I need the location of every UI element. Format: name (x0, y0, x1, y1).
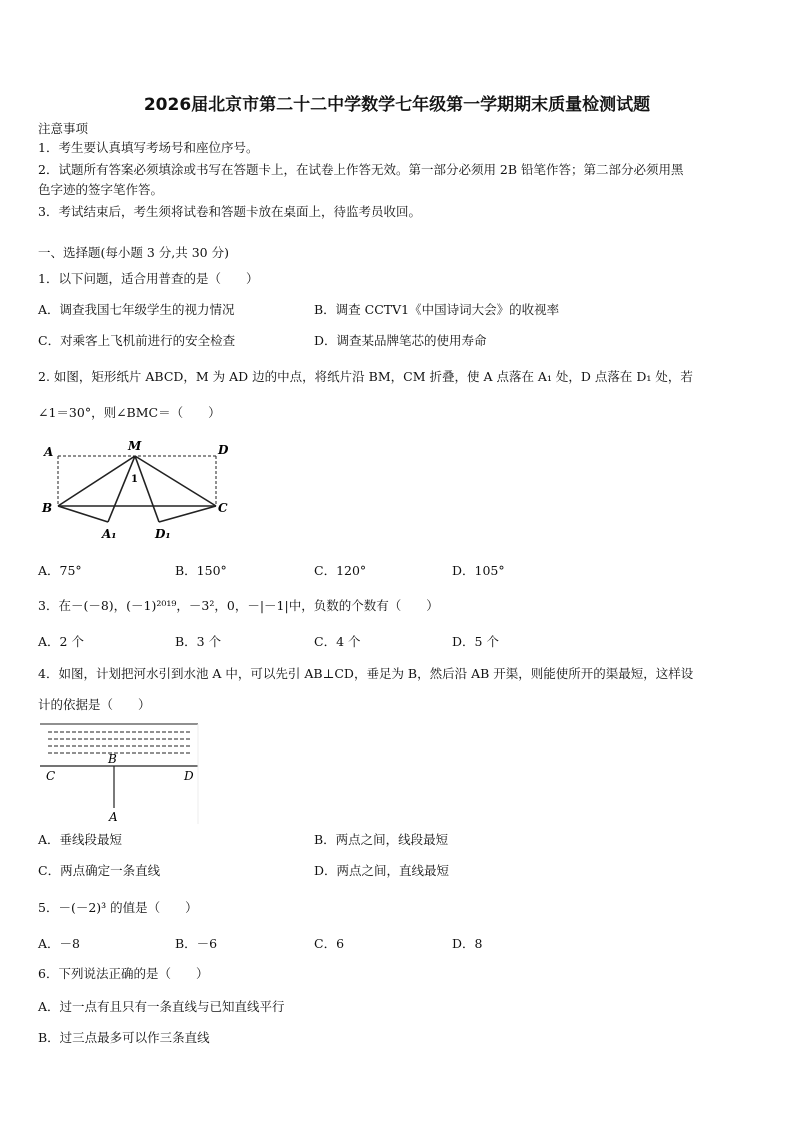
q1-option-c: C．对乘客上飞机前进行的安全检查 (38, 333, 236, 348)
q2-stem-line2: ∠1＝30°，则∠BMC＝（ ） (38, 405, 221, 420)
q4-river-channel-figure (38, 720, 202, 824)
q5-option-b: B．－6 (175, 936, 218, 951)
page-title: 2026届北京市第二十二中学数学七年级第一学期期末质量检测试题 (143, 95, 651, 115)
q6-option-a: A．过一点有且只有一条直线与已知直线平行 (38, 999, 285, 1014)
q4-option-c: C．两点确定一条直线 (38, 863, 161, 878)
q5-option-c: C．6 (314, 936, 345, 951)
q2-rectangle-fold-figure (38, 438, 238, 548)
q3-option-d: D．5 个 (452, 634, 499, 649)
fig4-label-b: B (108, 752, 117, 766)
notice-item-2-cont: 色字迹的签字笔作答。 (38, 182, 164, 197)
notice-item-2: 2．试题所有答案必须填涂或书写在答题卡上，在试卷上作答无效。第一部分必须用 2B 铅笔作答；第二部分必须用黑 (38, 162, 684, 177)
q1-option-a: A．调查我国七年级学生的视力情况 (38, 302, 235, 317)
fig2-label-d: D (218, 443, 229, 457)
q1-option-b: B．调查 CCTV1《中国诗词大会》的收视率 (314, 302, 560, 317)
q4-option-a: A．垂线段最短 (38, 832, 123, 847)
notice-item-3: 3．考试结束后，考生须将试卷和答题卡放在桌面上，待监考员收回。 (38, 204, 421, 219)
q4-option-b: B．两点之间，线段最短 (314, 832, 449, 847)
fig2-label-c: C (218, 501, 228, 515)
q3-option-c: C．4 个 (314, 634, 361, 649)
fig4-label-d: D (184, 769, 194, 783)
section-heading: 一、选择题(每小题 3 分,共 30 分) (38, 245, 229, 260)
notice-heading: 注意事项 (38, 121, 89, 136)
q5-option-a: A．－8 (38, 936, 80, 951)
q5-stem: 5．－(－2)³ 的值是（ ） (38, 900, 198, 915)
q5-option-d: D．8 (452, 936, 483, 951)
fig4-label-c: C (46, 769, 56, 783)
fig4-label-a: A (109, 810, 118, 824)
fig2-label-angle-1: 1 (131, 474, 138, 485)
q1-option-d: D．调查某品牌笔芯的使用寿命 (314, 333, 487, 348)
q6-option-b: B．过三点最多可以作三条直线 (38, 1030, 210, 1045)
fig2-label-a1: A₁ (102, 527, 117, 541)
q2-option-d: D．105° (452, 563, 505, 578)
fig2-label-m: M (128, 439, 142, 453)
q2-option-a: A．75° (38, 563, 82, 578)
q2-option-b: B．150° (175, 563, 227, 578)
q2-option-c: C．120° (314, 563, 367, 578)
q1-stem: 1．以下问题，适合用普查的是（ ） (38, 271, 259, 286)
q2-stem-line1: 2. 如图，矩形纸片 ABCD，M 为 AD 边的中点，将纸片沿 BM，CM 折叠，使 A 点落在 A₁ 处，D 点落在 D₁ 处，若 (38, 369, 693, 384)
fig2-label-a: A (44, 445, 54, 459)
fig2-label-b: B (42, 501, 53, 515)
q4-stem-line2: 计的依据是（ ） (38, 697, 151, 712)
q4-option-d: D．两点之间，直线最短 (314, 863, 450, 878)
fig2-label-d1: D₁ (155, 527, 171, 541)
q3-stem: 3．在－(－8)，(－1)²⁰¹⁹，－3²，0，－|－1|中，负数的个数有（ ） (38, 598, 439, 613)
notice-item-1: 1．考生要认真填写考场号和座位序号。 (38, 140, 259, 155)
q6-stem: 6．下列说法正确的是（ ） (38, 966, 209, 981)
q4-stem-line1: 4．如图，计划把河水引到水池 A 中，可以先引 AB⊥CD，垂足为 B，然后沿 AB 开渠，则能使所开的渠最短，这样设 (38, 666, 694, 681)
q3-option-b: B．3 个 (175, 634, 222, 649)
q3-option-a: A．2 个 (38, 634, 84, 649)
